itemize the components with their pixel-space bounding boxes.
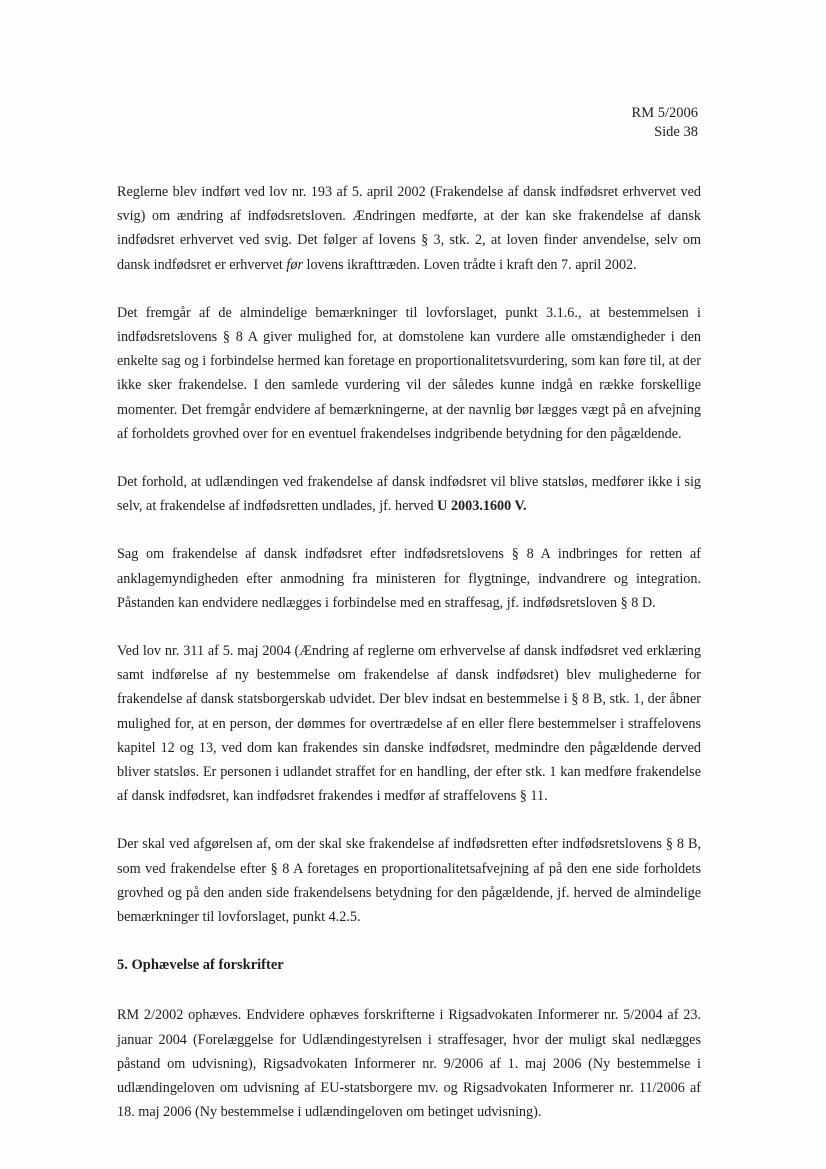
paragraph-case-procedure: Sag om frakendelse af dansk indfødsret efter indfødsretslovens § 8 A indbringes for retten af anklagemyndigheden efter anmodning fra ministeren for flygtninge, indvandrere og integration. Påstanden kan endvidere nedlægges i forbindelse med en straffesag, jf. indfødsretsloven § 8 D.	[117, 546, 701, 611]
page-number: Side 38	[654, 124, 698, 140]
section-heading: 5. Ophævelse af forskrifter	[117, 957, 284, 974]
paragraph-proportionality: Der skal ved afgørelsen af, om der skal ske frakendelse af indfødsretten efter indfødsretslovens § 8 B, som ved frakendelse efter § 8 A foretages en proportionalitetsafvejning af på den ene side forholdets grovhed og på den anden side frakendelsens betydning for den pågældende, jf. herved de almindelige bemærkninger til lovforslaget, punkt 4.2.5.	[117, 836, 701, 926]
emphasis-text: før	[286, 256, 303, 273]
paragraph-text: Det forhold, at udlændingen ved frakendelse af dansk indfødsret vil blive statsløs, medfører ikke i sig selv, at frakendelse af indfødsretten undlades, jf. herved	[117, 474, 701, 515]
paragraph-repeal: RM 2/2002 ophæves. Endvidere ophæves forskrifterne i Rigsadvokaten Informerer nr. 5/2004 af 23. januar 2004 (Forelæggelse for Udlændingestyrelsen i straffesager, hvor der muligt skal nedlægges påstand om udvisning), Rigsadvokaten Informerer nr. 9/2006 af 1. maj 2006 (Ny bestemmelse i udlændingeloven om udvisning af EU-statsborgere mv. og Rigsadvokaten Informerer nr. 11/2006 af 18. maj 2006 (Ny bestemmelse i udlændingeloven om betinget udvisning).	[117, 1007, 701, 1121]
paragraph-remarks-316: Det fremgår af de almindelige bemærkninger til lovforslaget, punkt 3.1.6., at bestemmelsen i indfødsretslovens § 8 A giver mulighed for, at domstolene kan vurdere alle omstændigheder i den enkelte sag og i forbindelse hermed kan foretage en proportionalitetsvurdering, som kan føre til, at der ikke sker frakendelse. I den samlede vurdering vil der således kunne indgå en række forskellige momenter. Det fremgår endvidere af bemærkningerne, at der navnlig bør lægges vægt på en afvejning af forholdets grovhed over for en eventuel frakendelses indgribende betydning for den pågældende.	[117, 304, 701, 442]
paragraph-text: Reglerne blev indført ved lov nr. 193 af 5. april 2002 (Frakendelse af dansk indfødsret erhvervet ved svig) om ændring af indfødsretsloven. Ændringen medførte, at der kan ske frakendelse af dansk indfødsret erhvervet ved svig. Det følger af lovens § 3, stk. 2, at loven finder anvendelse, selv om dansk indfødsret er erhvervet	[117, 184, 701, 273]
page-header	[632, 104, 698, 142]
case-reference: U 2003.1600 V.	[437, 498, 527, 515]
paragraph-text: lovens ikrafttræden. Loven trådte i kraft den 7. april 2002.	[302, 256, 637, 273]
paragraph-law-193	[117, 180, 701, 277]
paragraph-statelessness	[117, 470, 701, 518]
document-body	[117, 180, 701, 1149]
document-reference: RM 5/2006	[631, 105, 698, 121]
paragraph-law-311: Ved lov nr. 311 af 5. maj 2004 (Ændring af reglerne om erhvervelse af dansk indfødsret ved erklæring samt indførelse af ny bestemmelse om frakendelse af dansk indfødsret) blev mulighederne for frakendelse af dansk statsborgerskab udvidet. Der blev indsat en bestemmelse i § 8 B, stk. 1, der åbner mulighed for, at en person, der dømmes for overtrædelse af en eller flere bestemmelser i straffelovens kapitel 12 og 13, ved dom kan frakendes sin danske indfødsret, medmindre den pågældende derved bliver statsløs. Er personen i udlandet straffet for en handling, der efter stk. 1 kan medføre frakendelse af dansk indfødsret, kan indfødsret frakendes i medfør af straffelovens § 11.	[117, 643, 701, 805]
